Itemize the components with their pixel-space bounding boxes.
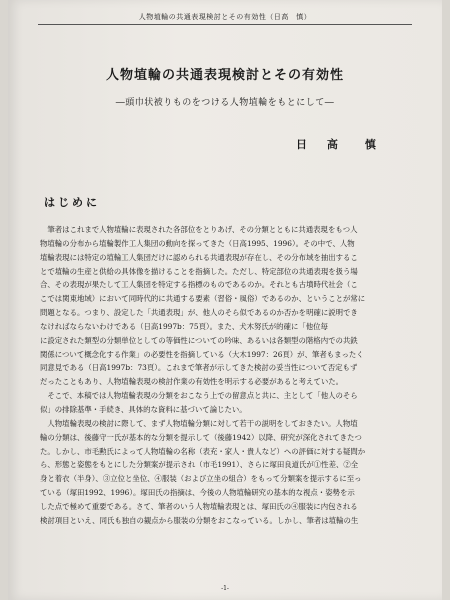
- body-line: そこで、本稿では人物埴輪表現の分類をおこなう上での留意点と共に、主として「他人のそら: [40, 391, 358, 401]
- paper-title: 人物埴輪の共通表現検討とその有効性: [105, 68, 344, 83]
- body-line: 物埴輪の分布から埴輪製作工人集団の動向を探ってきた（日高1995、1996）。その中で、人物: [40, 238, 355, 248]
- body-line: こでは関東地域）において同時代的に共通する要素（習俗・風俗）であるのか、ということが常に: [40, 294, 366, 304]
- body-line: 合、その表現が果たして工人集団を特定する指標のものであるのか。それとも古墳時代社会（こ: [40, 280, 358, 290]
- section-heading: はじめに: [44, 196, 100, 209]
- body-line: 似」の排除基準・手続き、具体的な資料に基づいて論じたい。: [40, 404, 247, 414]
- paper-subtitle: ―頭巾状被りものをつける人物埴輪をもとにして―: [115, 98, 335, 108]
- body-line: 輪の分類は、後藤守一氏が基本的な分類を提示して（後藤1942）以降、研究が深化されてきたつ: [40, 432, 362, 442]
- body-line: した点で極めて重要である。さて、筆者のいう人物埴輪表現とは、塚田氏の④服装に内包される: [40, 501, 358, 511]
- body-line: 問題となる。つまり、設定した「共通表現」が、他人のそら似であるのか否かを明確に説明でき: [40, 308, 358, 318]
- body-line: 検討項目といえ、同氏も独自の観点から服装の分類をおこなっている。しかし、筆者は埴輪の生: [40, 515, 359, 525]
- body-line: に設定された類型の分類単位としての等価性についての吟味、あるいは各類型の階格内での共鉄: [40, 335, 358, 345]
- body-line: ら、形態と姿態をもとにした分類案が提示され（市毛1991）、さらに塚田良道氏が①性差、②全: [40, 460, 359, 470]
- body-line: 筆者はこれまで人物埴輪に表現された各部位をとりあげ、その分類とともに共通表現をもつ人: [40, 225, 358, 234]
- header-rule: [38, 24, 412, 25]
- body-line: た。しかし、市毛勲氏によって人物埴輪の名称（表充・家人・貴人など）への評価に対する疑問か: [40, 446, 366, 456]
- body-line: 同意見である（日高1997b：73頁）。これまで筆者が示してきた検討の妥当性について否定もず: [40, 363, 358, 373]
- body-line: とで埴輪の生産と供給の具体像を描けることを指摘した。ただし、特定部位の共通表現を扱う場: [40, 266, 358, 276]
- body-text: [40, 223, 428, 528]
- body-line: 人物埴輪表現の検討に際して、まず人物埴輪分類に対して若干の説明をしておきたい。人物埴: [40, 418, 358, 428]
- body-line: 埴輪表現には特定の埴輪工人集団だけに認められる共通表現が存在し、その分布域を抽出するこ: [40, 252, 358, 262]
- body-line: 関係について概念化する作業」の必要性を指摘している（大木1997：26頁）が、筆者もまったく: [40, 349, 364, 359]
- body-line: なければならないわけである（日高1997b：75頁）。また、犬木努氏が的確に「他位毎: [40, 321, 328, 331]
- paper-page: [8, 0, 442, 600]
- author-name: 日 高 慎: [296, 138, 384, 151]
- running-header: 人物埴輪の共通表現検討とその有効性（日高 慎）: [138, 13, 312, 21]
- page-number: -1-: [221, 585, 229, 592]
- body-line: だったこともあり、人物埴輪表現の検討作業の有効性を明示する必要があると考えていた。: [40, 377, 344, 387]
- body-line: ている（塚田1992、1996）。塚田氏の指摘は、今後の人物埴輪研究の基本的な視点・姿勢を示: [40, 488, 355, 498]
- body-line: 身と着衣（半身）、③立位と坐位、④服装（および立坐の組合）をもって分類案を提示するに至っ: [40, 474, 362, 484]
